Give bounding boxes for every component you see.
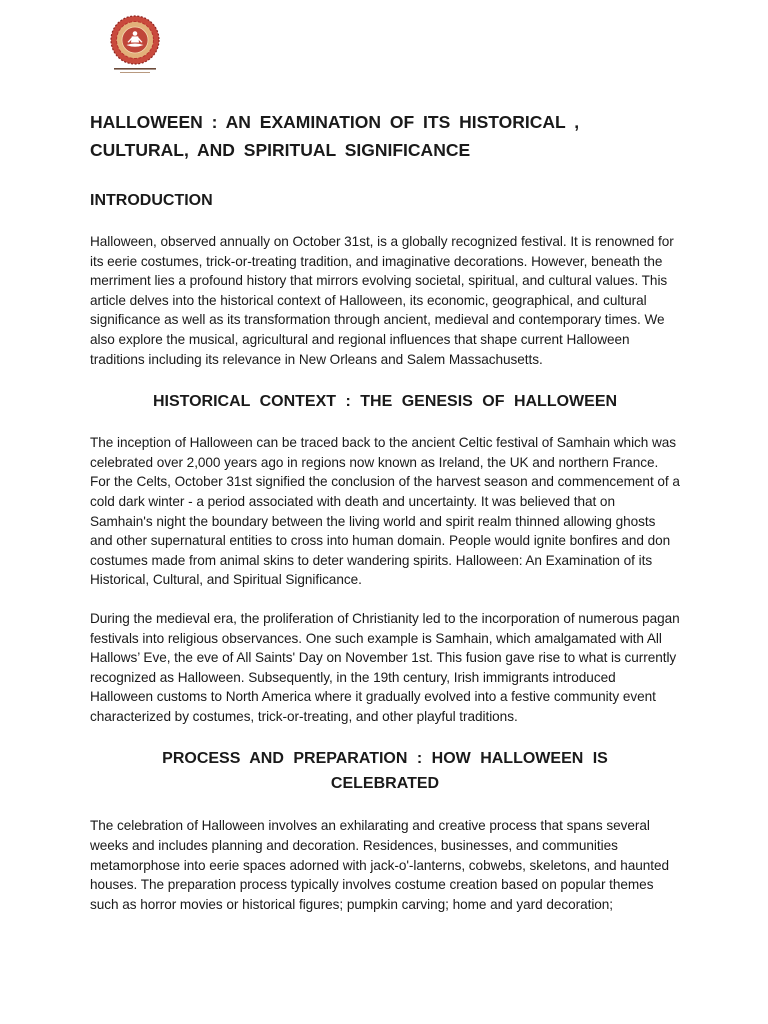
paragraph-process-1: The celebration of Halloween involves an exhilarating and creative process that spans several weeks and includes planning and decoration. Residences, businesses, and communities metamorphose into eerie spaces adorned with jack-o'-lanterns, cobwebs, skeletons, and haunted houses. The preparation process typically involves costume creation based on popular themes such as horror movies or historical figures; pumpkin carving; home and yard decoration;	[90, 818, 670, 912]
section-heading-historical-context: HISTORICAL CONTEXT : THE GENESIS OF HALLOWEEN	[152, 393, 618, 411]
lotus-meditation-logo	[108, 14, 162, 78]
paragraph-historical-1: The inception of Halloween can be traced back to the ancient Celtic festival of Samhain which was celebrated over 2,000 years ago in regions now known as Ireland, the UK and northern France. For the Celts, October 31st signified the conclusion of the harvest season and commencement of a cold dark winter - a period associated with death and uncertainty. It was believed that on Samhain's night the boundary between the living world and spirit realm thinned allowing ghosts and other supernatural entities to cross into human domain. People would ignite bonfires and don costumes made from animal skins to deter wandering spirits. Halloween: An Examination of its Historical, Cultural, and Spiritual Significance.	[90, 435, 680, 588]
document-title: HALLOWEEN : AN EXAMINATION OF ITS HISTORICAL , CULTURAL, AND SPIRITUAL SIGNIFICANCE	[90, 112, 580, 160]
section-heading-introduction: INTRODUCTION	[90, 192, 213, 209]
paragraph-historical-2: During the medieval era, the proliferation of Christianity led to the incorporation of numerous pagan festivals into religious observances. One such example is Samhain, which amalgamated with All Hallows’ Eve, the eve of All Saints' Day on November 1st. This fusion gave rise to what is currently recognized as Halloween. Subsequently, in the 19th century, Irish immigrants introduced Halloween customs to North America where it gradually evolved into a festive community event characterized by costumes, trick-or-treating, and other playful traditions.	[90, 610, 680, 724]
paragraph-introduction: Halloween, observed annually on October 31st, is a globally recognized festival. It is renowned for its eerie costumes, trick-or-treating tradition, and imaginative decorations. However, beneath the merriment lies a profound history that mirrors evolving societal, spiritual, and cultural values. This article delves into the historical context of Halloween, its economic, geographical, and cultural significance as well as its transformation through ancient, medieval and contemporary times. We also explore the musical, agricultural and regional influences that shape current Halloween traditions including its relevance in New Orleans and Salem Massachusetts.	[90, 234, 674, 367]
section-heading-process-preparation: PROCESS AND PREPARATION : HOW HALLOWEEN IS CELEBRATED	[162, 750, 608, 793]
document-body	[90, 108, 680, 914]
